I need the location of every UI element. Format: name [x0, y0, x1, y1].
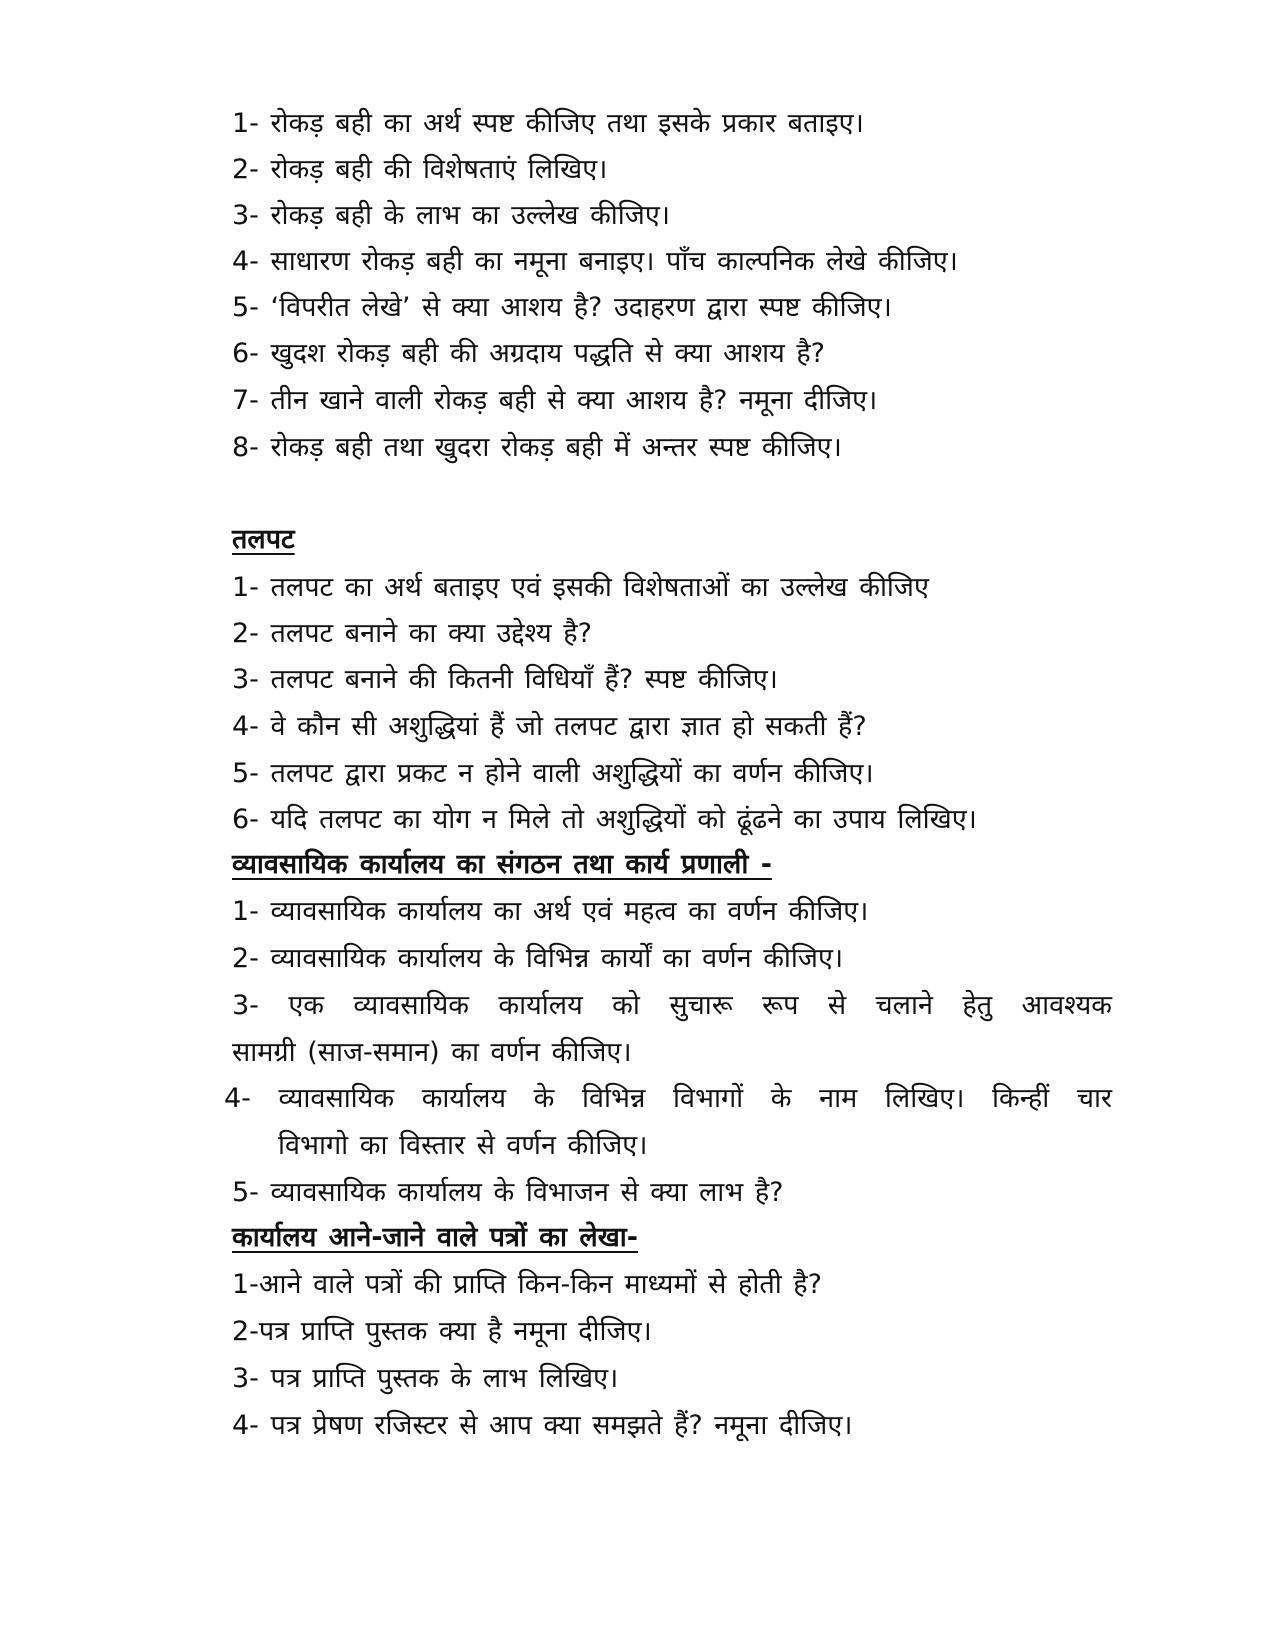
question-item: 7- तीन खाने वाली रोकड़ बही से क्या आशय है? नमूना दीजिए। [232, 385, 878, 416]
question-item: 4- साधारण रोकड़ बही का नमूना बनाइए। पाँच काल्पनिक लेखे कीजिए। [232, 246, 958, 277]
question-item: 1- तलपट का अर्थ बताइए एवं इसकी विशेषताओं का उल्लेख कीजिए [232, 572, 929, 603]
question-item: 1- रोकड़ बही का अर्थ स्पष्ट कीजिए तथा इसके प्रकार बताइए। [232, 108, 864, 139]
question-item: 3- तलपट बनाने की कितनी विधियाँ हैं? स्पष्ट कीजिए। [232, 664, 778, 695]
question-item: 1-आने वाले पत्रों की प्राप्ति किन-किन माध्यमों से होती है? [232, 1269, 822, 1300]
section-heading: तलपट [232, 524, 295, 555]
question-item: 4- व्यावसायिक कार्यालय के विभिन्न विभागों के नाम लिखिए। किन्हीं चार [224, 1083, 1112, 1114]
question-item: 6- यदि तलपट का योग न मिले तो अशुद्धियों को ढूंढने का उपाय लिखिए। [232, 804, 977, 835]
question-item: 5- तलपट द्वारा प्रकट न होने वाली अशुद्धियों का वर्णन कीजिए। [232, 758, 874, 789]
question-item: 3- रोकड़ बही के लाभ का उल्लेख कीजिए। [232, 200, 670, 231]
question-item: 4- वे कौन सी अशुद्धियां हैं जो तलपट द्वारा ज्ञात हो सकती हैं? [232, 711, 867, 742]
question-item: 2- तलपट बनाने का क्या उद्देश्य है? [232, 618, 592, 649]
section-heading: व्यावसायिक कार्यालय का संगठन तथा कार्य प्रणाली - [232, 849, 772, 880]
question-item: 5- ‘विपरीत लेखे’ से क्या आशय है? उदाहरण द्वारा स्पष्ट कीजिए। [232, 292, 892, 323]
question-item: 3- एक व्यावसायिक कार्यालय को सुचारू रूप से चलाने हेतु आवश्यक [232, 990, 1112, 1021]
question-item-continuation: विभागो का विस्तार से वर्णन कीजिए। [278, 1130, 648, 1161]
question-item-continuation: सामग्री (साज-समान) का वर्णन कीजिए। [232, 1037, 632, 1068]
question-item: 2-पत्र प्राप्ति पुस्तक क्या है नमूना दीजिए। [232, 1316, 652, 1347]
question-item: 8- रोकड़ बही तथा खुदरा रोकड़ बही में अन्तर स्पष्ट कीजिए। [232, 432, 842, 463]
question-item: 3- पत्र प्राप्ति पुस्तक के लाभ लिखिए। [232, 1363, 619, 1394]
question-item: 6- खुदश रोकड़ बही की अग्रदाय पद्धति से क्या आशय है? [232, 338, 825, 369]
question-item: 2- रोकड़ बही की विशेषताएं लिखिए। [232, 154, 608, 185]
section-heading: कार्यालय आने-जाने वाले पत्रों का लेखा- [232, 1222, 639, 1253]
question-item: 5- व्यावसायिक कार्यालय के विभाजन से क्या लाभ है? [232, 1177, 784, 1208]
question-item: 2- व्यावसायिक कार्यालय के विभिन्न कार्यों का वर्णन कीजिए। [232, 943, 844, 974]
question-item: 4- पत्र प्रेषण रजिस्टर से आप क्या समझते हैं? नमूना दीजिए। [232, 1410, 853, 1441]
question-item: 1- व्यावसायिक कार्यालय का अर्थ एवं महत्व का वर्णन कीजिए। [232, 896, 869, 927]
